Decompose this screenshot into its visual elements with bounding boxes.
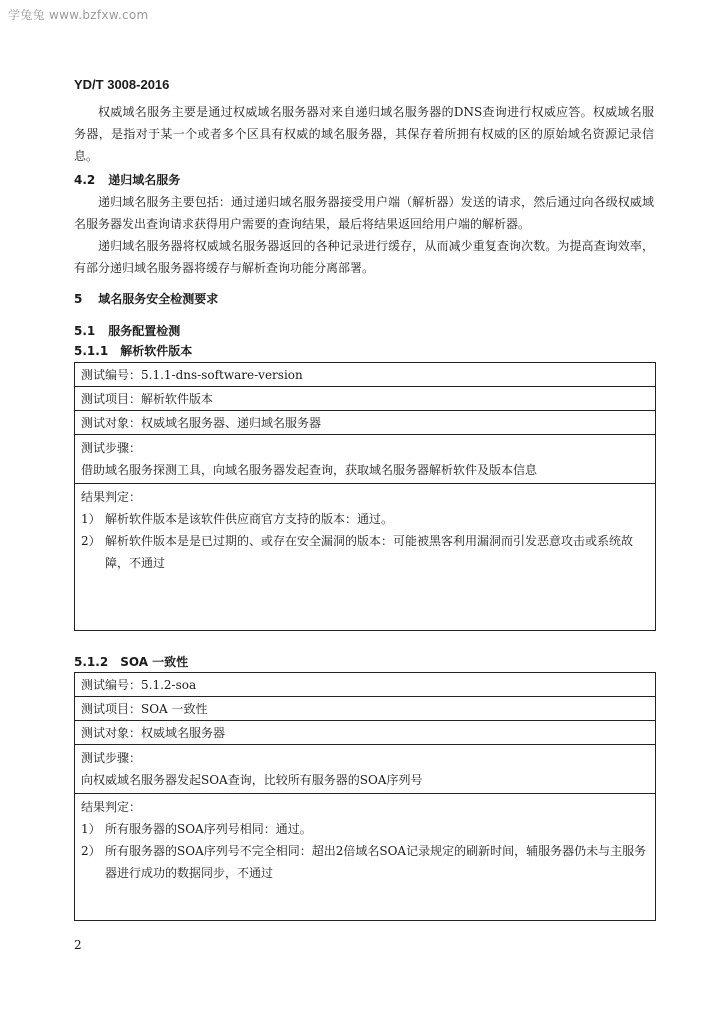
result-item-text: 所有服务器的SOA序列号不完全相同：超出2倍域名SOA记录规定的刷新时间，辅服务器仍未与主服务器进行成功的数据同步，不通过 <box>105 844 647 880</box>
paragraph-authoritative: 权威域名服务主要是通过权威域名服务器对来自递归域名服务器的DNS查询进行权威应答。权威域名服务器，是指对于某一个或者多个区具有权威的域名服务器，其保存着所拥有权威的区的原始域名资源记录信息。 <box>74 105 654 163</box>
test-table-soa <box>74 672 656 921</box>
result-item-number: 1） <box>81 822 101 836</box>
result-item-text: 解析软件版本是是已过期的、或存在安全漏洞的版本：可能被黑客利用漏洞而引发恶意攻击或系统故障，不通过 <box>105 534 634 570</box>
heading-5-1 <box>74 322 180 340</box>
test-item-cell: 测试项目：SOA 一致性 <box>75 697 656 721</box>
paragraph-recursive-1: 递归域名服务主要包括：通过递归域名服务器接受用户端（解析器）发送的请求，然后通过向各级权威域名服务器发出查询请求获得用户需要的查询结果，最后将结果返回给用户端的解析器。 <box>74 195 654 231</box>
heading-text: 域名服务安全检测要求 <box>98 292 219 306</box>
test-item-cell: 测试项目：解析软件版本 <box>75 387 656 411</box>
result-item-text: 解析软件版本是该软件供应商官方支持的版本：通过。 <box>105 512 394 526</box>
test-id-cell: 测试编号：5.1.1-dns-software-version <box>75 363 656 387</box>
steps-label: 测试步骤： <box>81 441 142 455</box>
heading-number: 5.1.2 <box>74 655 109 669</box>
result-item-2 <box>81 530 649 574</box>
heading-4-2 <box>74 171 180 189</box>
test-steps-cell <box>75 435 656 484</box>
test-result-cell <box>75 794 656 921</box>
test-target-cell: 测试对象：权威域名服务器 <box>75 721 656 745</box>
steps-label: 测试步骤： <box>81 751 142 765</box>
heading-5-1-1 <box>74 342 192 360</box>
document-code: YD/T 3008-2016 <box>74 77 170 92</box>
heading-5 <box>74 290 218 308</box>
test-result-cell <box>75 484 656 631</box>
heading-number: 5.1.1 <box>74 344 109 358</box>
result-item-number: 2） <box>81 844 101 858</box>
result-item-number: 2） <box>81 534 101 548</box>
result-item-1 <box>81 508 649 530</box>
page-number: 2 <box>74 938 82 952</box>
site-watermark: 学兔兔 www.bzfxw.com <box>8 8 149 22</box>
result-item-number: 1） <box>81 512 101 526</box>
result-item-text: 所有服务器的SOA序列号相同：通过。 <box>105 822 312 836</box>
steps-text: 借助域名服务探测工具，向域名服务器发起查询，获取域名服务器解析软件及版本信息 <box>81 463 538 477</box>
test-table-software-version <box>74 362 656 631</box>
result-label: 结果判定： <box>81 800 142 814</box>
heading-text: 解析软件版本 <box>120 344 193 358</box>
heading-text: 服务配置检测 <box>108 324 181 338</box>
heading-number: 4.2 <box>74 173 96 187</box>
result-label: 结果判定： <box>81 490 142 504</box>
result-item-2 <box>81 840 649 884</box>
heading-text: SOA 一致性 <box>120 655 189 669</box>
result-item-1 <box>81 818 649 840</box>
heading-number: 5 <box>74 292 83 306</box>
paragraph-recursive-2: 递归域名服务器将权威域名服务器返回的各种记录进行缓存，从而减少重复查询次数。为提高查询效率，有部分递归域名服务器将缓存与解析查询功能分离部署。 <box>74 239 654 275</box>
test-target-cell: 测试对象：权威域名服务器、递归域名服务器 <box>75 411 656 435</box>
heading-5-1-2 <box>74 653 188 671</box>
steps-text: 向权威域名服务器发起SOA查询，比较所有服务器的SOA序列号 <box>81 773 423 787</box>
test-steps-cell <box>75 745 656 794</box>
test-id-cell: 测试编号：5.1.2-soa <box>75 673 656 697</box>
heading-text: 递归域名服务 <box>108 173 181 187</box>
heading-number: 5.1 <box>74 324 96 338</box>
